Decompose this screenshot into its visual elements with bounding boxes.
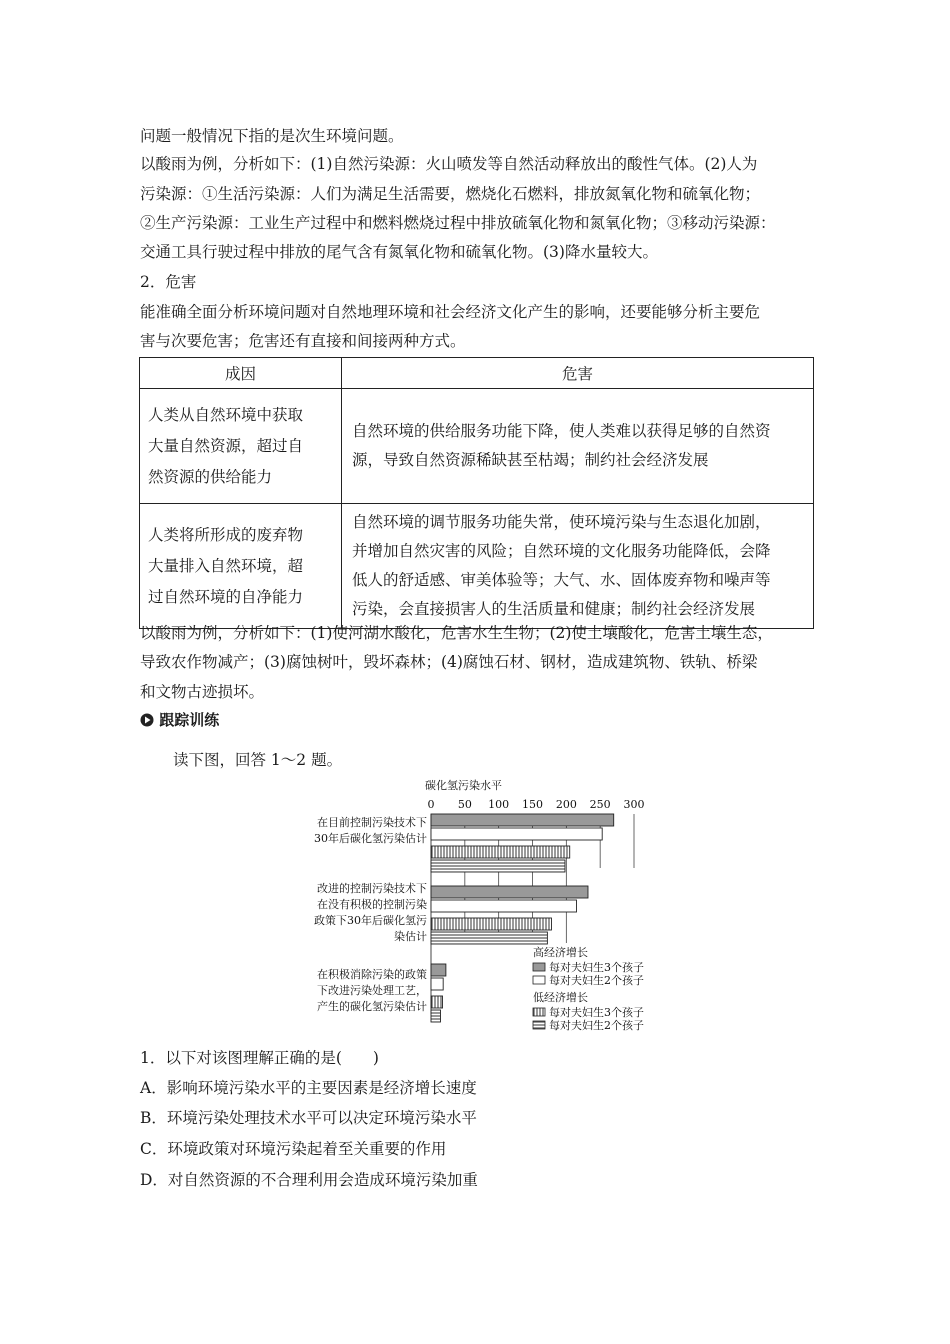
category-label: 下改进污染处理工艺， [317, 984, 427, 997]
legend-group-title: 低经济增长 [533, 991, 588, 1004]
paragraph-harm-intro-line: 害与次要危害；危害还有直接和间接两种方式。 [140, 332, 466, 350]
x-tick-label: 0 [427, 798, 435, 811]
cause-line: 过自然环境的自净能力 [148, 587, 304, 606]
table-row [140, 389, 814, 504]
cause-line: 然资源的供给能力 [148, 467, 273, 486]
category-label: 产生的碳化氢污染估计 [317, 1000, 427, 1013]
category-label: 在目前控制污染技术下 [317, 816, 427, 829]
category-label: 在积极消除污染的政策 [317, 968, 427, 981]
x-tick-label: 250 [589, 798, 611, 811]
table-cell-harm [342, 389, 814, 504]
category-label: 染估计 [394, 930, 427, 943]
x-tick-label: 200 [555, 798, 577, 811]
paragraph-acid-rain-sources-line: 以酸雨为例，分析如下：(1)自然污染源：火山喷发等自然活动释放出的酸性气体。(2)人为 [140, 155, 758, 173]
x-tick-label: 50 [457, 798, 472, 811]
cause-line: 大量自然资源，超过自 [148, 436, 304, 455]
question-option-c[interactable]: C．环境政策对环境污染起着至关重要的作用 [140, 1140, 447, 1158]
bar [431, 886, 588, 898]
bar [431, 996, 443, 1008]
table-cell-cause [140, 504, 342, 629]
practice-title: 跟踪训练 [159, 711, 220, 729]
bar [431, 828, 602, 840]
question-option-a[interactable]: A．影响环境污染水平的主要因素是经济增长速度 [140, 1079, 477, 1097]
harm-line: 自然环境的供给服务功能下降，使人类难以获得足够的自然资 [352, 422, 771, 440]
paragraph-acid-rain-sources-line: 污染源：①生活污染源：人们为满足生活需要，燃烧化石燃料，排放氮氧化物和硫氧化物； [140, 185, 761, 203]
legend-label: 每对夫妇生2个孩子 [549, 974, 644, 987]
table-header-harm: 危害 [342, 358, 814, 389]
bar [431, 964, 446, 976]
x-tick-label: 300 [623, 798, 645, 811]
paragraph-acid-rain-sources-line: 交通工具行驶过程中排放的尾气含有氮氧化物和硫氧化物。(3)降水量较大。 [140, 243, 658, 261]
practice-intro: 读下图，回答 1～2 题。 [173, 751, 343, 769]
harm-line: 自然环境的调节服务功能失常，使环境污染与生态退化加剧， [352, 513, 771, 531]
legend-label: 每对夫妇生3个孩子 [549, 1006, 644, 1019]
category-label: 在没有积极的控制污染 [317, 898, 427, 911]
paragraph-secondary-problem: 问题一般情况下指的是次生环境问题。 [140, 127, 404, 145]
bar [431, 1010, 440, 1022]
practice-heading [140, 710, 219, 730]
legend-swatch [533, 976, 545, 984]
bar [431, 814, 614, 826]
harm-line: 源，导致自然资源稀缺甚至枯竭；制约社会经济发展 [352, 451, 709, 469]
legend-swatch [533, 1021, 545, 1029]
question-option-b[interactable]: B．环境污染处理技术水平可以决定环境污染水平 [140, 1109, 477, 1127]
harm-line: 低人的舒适感、审美体验等；大气、水、固体废弃物和噪声等 [352, 571, 771, 589]
play-circle-icon [140, 713, 154, 727]
table-header-cause: 成因 [140, 358, 342, 389]
paragraph-acid-rain-harm-line: 和文物古迹损坏。 [140, 683, 265, 701]
bar [431, 860, 565, 872]
table-cell-cause [140, 389, 342, 504]
x-tick-label: 150 [522, 798, 543, 811]
paragraph-acid-rain-sources-line: ②生产污染源：工业生产过程中和燃料燃烧过程中排放硫氧化物和氮氧化物；③移动污染源： [140, 214, 776, 232]
harm-line: 并增加自然灾害的风险；自然环境的文化服务功能降低，会降 [352, 542, 771, 560]
question-option-d[interactable]: D．对自然资源的不合理利用会造成环境污染加重 [140, 1171, 478, 1189]
legend-group-title: 高经济增长 [533, 946, 588, 959]
legend-label: 每对夫妇生2个孩子 [549, 1019, 644, 1032]
chart-title: 碳化氢污染水平 [425, 779, 502, 792]
table-cell-harm [342, 504, 814, 629]
cause-line: 人类从自然环境中获取 [148, 405, 304, 424]
question-stem: 1．以下对该图理解正确的是( ) [140, 1049, 379, 1067]
section-title-harm: 2．危害 [140, 273, 197, 291]
legend-swatch [533, 1008, 545, 1016]
category-label: 30年后碳化氢污染估计 [314, 832, 427, 845]
bar [431, 846, 570, 858]
cause-line: 人类将所形成的废弃物 [148, 525, 304, 544]
table-header-row [140, 358, 814, 389]
x-tick-label: 100 [488, 798, 510, 811]
bar [431, 932, 547, 944]
paragraph-harm-intro-line: 能准确全面分析环境问题对自然地理环境和社会经济文化产生的影响，还要能够分析主要危 [140, 303, 761, 321]
cause-harm-table [139, 357, 814, 629]
paragraph-acid-rain-harm-line: 导致农作物减产；(3)腐蚀树叶，毁坏森林；(4)腐蚀石材、钢材，造成建筑物、铁轨、桥梁 [140, 653, 758, 671]
harm-line: 污染，会直接损害人的生活质量和健康；制约社会经济发展 [352, 600, 756, 618]
paragraph-acid-rain-harm-line: 以酸雨为例，分析如下：(1)使河湖水酸化，危害水生生物；(2)使土壤酸化，危害土壤生态， [140, 624, 773, 642]
bar [431, 918, 551, 930]
category-label: 改进的控制污染技术下 [317, 882, 427, 895]
legend-label: 每对夫妇生3个孩子 [549, 961, 644, 974]
hydrocarbon-pollution-chart [290, 778, 670, 1038]
category-label: 政策下30年后碳化氢污 [314, 914, 427, 927]
bar [431, 978, 443, 990]
bar [431, 900, 576, 912]
legend-swatch [533, 963, 545, 971]
table-row [140, 504, 814, 629]
cause-line: 大量排入自然环境，超 [148, 556, 304, 575]
